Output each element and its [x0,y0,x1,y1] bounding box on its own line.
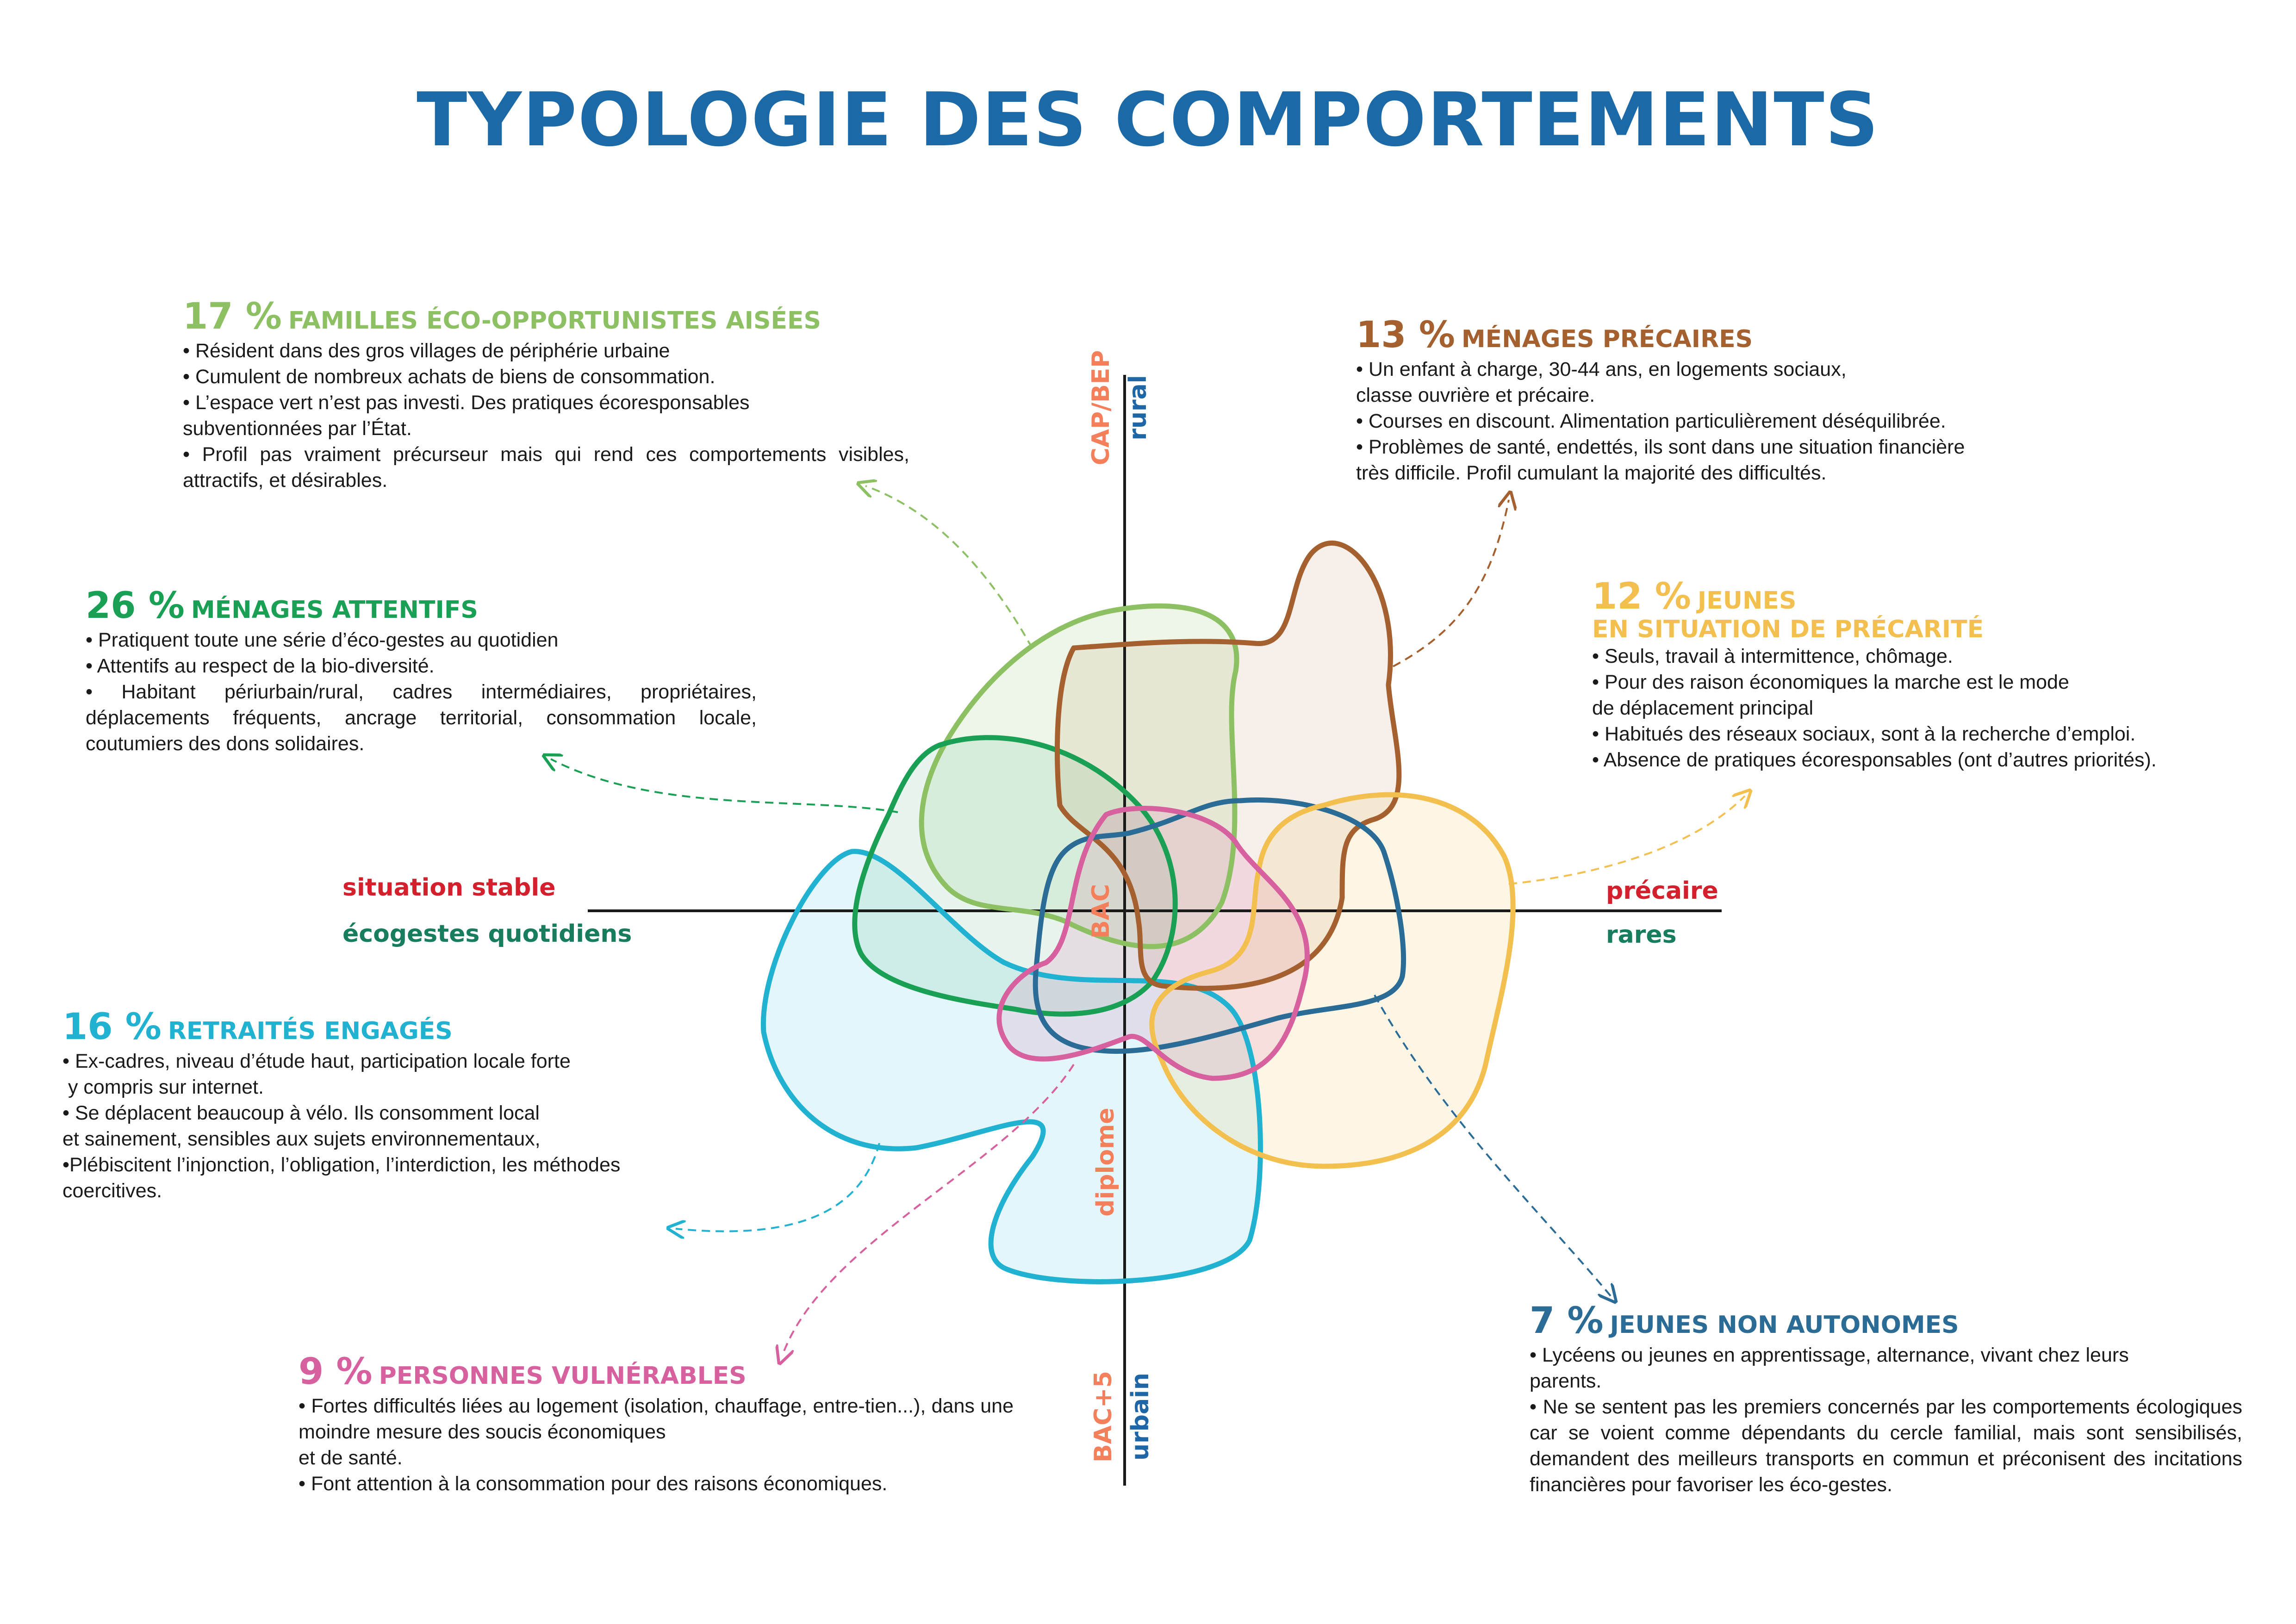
group-attentifs-name: MÉNAGES ATTENTIFS [191,596,478,624]
group-familles-heading [183,296,909,338]
group-jeunes-precarite [1592,576,2282,773]
group-precaires-pct: 13 % [1356,314,1455,356]
axis-label-rares: rares [1606,921,1677,949]
group-retraites-line: •Plébiscitent l’injonction, l’obligation, l’interdiction, les méthodes [62,1153,621,1176]
group-retraites-line: et sainement, sensibles aux sujets environnementaux, [62,1127,541,1150]
group-familles-line: • Profil pas vraiment précurseur mais qui rend ces comportements visibles, attractifs, et désirables. [183,443,909,492]
group-retraites-line: • Ex-cadres, niveau d’étude haut, participation locale forte [62,1050,571,1072]
group-jeunes-precarite-name: JEUNES [1697,587,1797,615]
group-precaires-line: classe ouvrière et précaire. [1356,384,1595,406]
group-retraites-pct: 16 % [62,1006,162,1048]
arrow-jeunes-precarite [1509,796,1745,884]
group-jeunes-precarite-pct: 12 % [1592,576,1691,617]
group-retraites [62,1007,766,1204]
group-vulnerables-line: et de santé. [299,1446,403,1469]
group-familles [183,296,909,493]
group-jeunes-non-autonomes-line: • Ne se sentent pas les premiers concernés par les comportements écologiques car se voient comme dépendants du cercle familial, mais sont sensibilisés, demandent des meilleurs transports en commun et préconisent des incitations financières pour favoriser les éco-gestes. [1530,1395,2242,1496]
group-familles-name: FAMILLES ÉCO-OPPORTUNISTES AISÉES [288,307,821,335]
group-vulnerables-name: PERSONNES VULNÉRABLES [379,1362,747,1390]
group-precaires [1356,315,2115,486]
axis-label-bac-plus-5: BAC+5 [1089,1371,1117,1462]
axis-label-urbain: urbain [1126,1373,1154,1461]
group-precaires-line: très difficile. Profil cumulant la majorité des difficultés. [1356,461,1827,484]
group-familles-pct: 17 % [183,296,282,337]
group-attentifs-line: • Habitant périurbain/rural, cadres intermédiaires, propriétaires, déplacements fréquents, ancrage territorial, consommation locale, coutumiers des dons solidaires. [86,680,757,755]
group-jeunes-precarite-name2: EN SITUATION DE PRÉCARITÉ [1592,615,1984,643]
group-jeunes-precarite-line: de déplacement principal [1592,697,1814,720]
axis-label-diplome: diplome [1092,1108,1120,1217]
group-vulnerables [299,1351,1014,1497]
group-familles-line: subventionnées par l’État. [183,417,412,440]
group-jeunes-precarite-heading [1592,576,2282,618]
axis-label-rural: rural [1124,375,1152,441]
group-jeunes-precarite-line: • Seuls, travail à intermittence, chômage. [1592,645,1953,668]
group-jeunes-non-autonomes-line: • Lycéens ou jeunes en apprentissage, alternance, vivant chez leurs [1530,1344,2129,1366]
group-jeunes-non-autonomes-name: JEUNES NON AUTONOMES [1610,1311,1959,1339]
group-retraites-line: coercitives. [62,1179,162,1202]
group-attentifs [86,585,757,757]
axis-label-cap-bep: CAP/BEP [1087,350,1115,466]
page-title: TYPOLOGIE DES COMPORTEMENTS [417,76,1879,163]
group-precaires-line: • Un enfant à charge, 30-44 ans, en logements sociaux, [1356,358,1847,380]
group-attentifs-pct: 26 % [86,585,185,627]
group-jeunes-precarite-line: • Pour des raison économiques la marche est le mode [1592,671,2069,694]
group-vulnerables-line: • Fortes difficultés liées au logement (isolation, chauffage, entre-tien...), dans une moindre mesure des soucis économiques [299,1394,1014,1443]
axis-label-ecogestes-quotidiens: écogestes quotidiens [342,920,632,948]
group-precaires-line: • Problèmes de santé, endettés, ils sont dans une situation financière [1356,436,1965,458]
group-precaires-line: • Courses en discount. Alimentation particulièrement déséquilibrée. [1356,410,1946,432]
arrow-attentifs [551,759,898,812]
arrow-precaires [1393,500,1509,666]
group-retraites-name: RETRAITÉS ENGAGÉS [168,1017,453,1045]
group-jeunes-non-autonomes-pct: 7 % [1530,1300,1604,1342]
group-vulnerables-heading [299,1351,1014,1393]
group-familles-line: • L’espace vert n’est pas investi. Des pratiques écoresponsables [183,391,750,414]
group-jeunes-precarite-line: • Habitués des réseaux sociaux, sont à la recherche d’emploi. [1592,723,2136,746]
arrow-familles [865,486,1032,648]
group-attentifs-line: • Attentifs au respect de la bio-diversité. [86,654,435,677]
group-jeunes-non-autonomes-heading [1530,1300,2242,1342]
axis-label-bac: BAC [1087,884,1115,939]
group-attentifs-line: • Pratiquent toute une série d’éco-gestes au quotidien [86,628,559,651]
group-attentifs-heading [86,585,757,627]
group-retraites-line: y compris sur internet. [62,1076,264,1098]
group-familles-line: • Cumulent de nombreux achats de biens de consommation. [183,365,716,388]
group-vulnerables-line: • Font attention à la consommation pour des raisons économiques. [299,1472,888,1495]
group-jeunes-non-autonomes-line: parents. [1530,1369,1602,1392]
group-retraites-heading [62,1007,766,1048]
group-jeunes-precarite-line: • Absence de pratiques écoresponsables (ont d’autres priorités). [1592,749,2157,772]
group-vulnerables-pct: 9 % [299,1351,373,1393]
axis-label-precaire: précaire [1606,877,1718,905]
group-precaires-name: MÉNAGES PRÉCAIRES [1461,325,1753,353]
axis-label-situation-stable: situation stable [342,874,556,902]
group-precaires-heading [1356,315,2115,356]
group-familles-line: • Résident dans des gros villages de périphérie urbaine [183,339,670,362]
group-retraites-line: • Se déplacent beaucoup à vélo. Ils consomment local [62,1101,540,1124]
group-jeunes-non-autonomes [1530,1300,2242,1498]
